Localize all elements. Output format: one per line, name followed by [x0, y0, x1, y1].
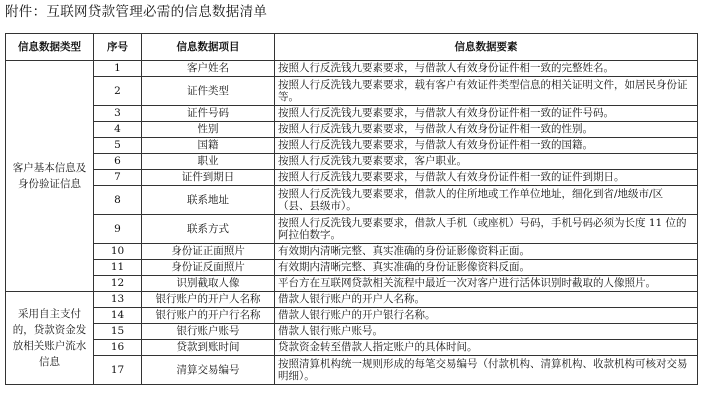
row-item: 清算交易编号: [142, 356, 275, 385]
row-item: 银行账户账号: [142, 324, 275, 340]
category-account-flow: 采用自主支付的，贷款资金发放相关账户流水信息: [6, 292, 94, 385]
header-data-elements: 信息数据要素: [275, 34, 698, 61]
table-row: [6, 244, 698, 260]
row-number: 17: [94, 356, 142, 385]
row-description: 有效期内清晰完整、真实准确的身份证影像资料反面。: [275, 260, 698, 276]
row-description: 借款人银行账户账号。: [275, 324, 698, 340]
row-item: 国籍: [142, 138, 275, 154]
row-number: 3: [94, 106, 142, 122]
row-item: 性别: [142, 122, 275, 138]
row-item: 识别截取人像: [142, 276, 275, 292]
header-data-item: 信息数据项目: [142, 34, 275, 61]
row-item: 证件类型: [142, 77, 275, 106]
row-description: 借款人银行账户的开户银行名称。: [275, 308, 698, 324]
row-item: 银行账户的开户行名称: [142, 308, 275, 324]
row-item: 证件到期日: [142, 170, 275, 186]
row-item: 身份证正面照片: [142, 244, 275, 260]
category-basic-identity: 客户基本信息及身份验证信息: [6, 61, 94, 292]
table-row: [6, 340, 698, 356]
row-description: 按照人行反洗钱九要素要求，载有客户有效证件类型信息的相关证明文件，如居民身份证等。: [275, 77, 698, 106]
row-item: 证件号码: [142, 106, 275, 122]
row-description: 按照人行反洗钱九要素要求，客户职业。: [275, 154, 698, 170]
row-number: 14: [94, 308, 142, 324]
data-list-table: [5, 33, 698, 385]
row-number: 12: [94, 276, 142, 292]
row-description: 按照人行反洗钱九要素要求，借款人的住所地或工作单位地址，细化到省/地级市/区（县、县级市）。: [275, 186, 698, 215]
row-description: 贷款资金转至借款人指定账户的具体时间。: [275, 340, 698, 356]
row-number: 4: [94, 122, 142, 138]
table-row: [6, 356, 698, 385]
table-row: [6, 276, 698, 292]
table-row: [6, 138, 698, 154]
row-description: 按照人行反洗钱九要素要求，与借款人有效身份证件相一致的国籍。: [275, 138, 698, 154]
row-item: 贷款到账时间: [142, 340, 275, 356]
row-number: 10: [94, 244, 142, 260]
table-row: [6, 215, 698, 244]
table-row: [6, 308, 698, 324]
table-row: [6, 122, 698, 138]
header-data-type: 信息数据类型: [6, 34, 94, 61]
table-row: [6, 106, 698, 122]
table-row: [6, 260, 698, 276]
row-item: 银行账户的开户人名称: [142, 292, 275, 308]
row-number: 1: [94, 61, 142, 77]
row-item: 联系方式: [142, 215, 275, 244]
table-row: [6, 77, 698, 106]
table-row: [6, 170, 698, 186]
row-item: 联系地址: [142, 186, 275, 215]
document-title: 附件：互联网贷款管理必需的信息数据清单: [5, 4, 268, 20]
table-row: [6, 61, 698, 77]
row-number: 7: [94, 170, 142, 186]
row-description: 按照人行反洗钱九要素要求，与借款人有效身份证件相一致的完整姓名。: [275, 61, 698, 77]
row-number: 6: [94, 154, 142, 170]
row-description: 按照人行反洗钱九要素要求，借款人手机（或座机）号码，手机号码必须为长度 11 位的阿拉伯数字。: [275, 215, 698, 244]
row-number: 5: [94, 138, 142, 154]
row-item: 身份证反面照片: [142, 260, 275, 276]
row-number: 8: [94, 186, 142, 215]
header-serial-no: 序号: [94, 34, 142, 61]
table-row: [6, 154, 698, 170]
table-row: [6, 186, 698, 215]
row-description: 按照人行反洗钱九要素要求，与借款人有效身份证件相一致的证件号码。: [275, 106, 698, 122]
row-item: 职业: [142, 154, 275, 170]
table-row: [6, 324, 698, 340]
row-number: 15: [94, 324, 142, 340]
row-description: 有效期内清晰完整、真实准确的身份证影像资料正面。: [275, 244, 698, 260]
row-description: 平台方在互联网贷款相关流程中最近一次对客户进行活体识别时截取的人像照片。: [275, 276, 698, 292]
row-number: 11: [94, 260, 142, 276]
row-description: 按照人行反洗钱九要素要求，与借款人有效身份证件相一致的证件到期日。: [275, 170, 698, 186]
row-item: 客户姓名: [142, 61, 275, 77]
row-number: 13: [94, 292, 142, 308]
row-description: 按照清算机构统一规则形成的每笔交易编号（付款机构、清算机构、收款机构可核对交易明细）。: [275, 356, 698, 385]
table-row: [6, 292, 698, 308]
row-number: 9: [94, 215, 142, 244]
table-header-row: [6, 34, 698, 61]
row-number: 2: [94, 77, 142, 106]
row-number: 16: [94, 340, 142, 356]
row-description: 借款人银行账户的开户人名称。: [275, 292, 698, 308]
row-description: 按照人行反洗钱九要素要求，与借款人有效身份证件相一致的性别。: [275, 122, 698, 138]
